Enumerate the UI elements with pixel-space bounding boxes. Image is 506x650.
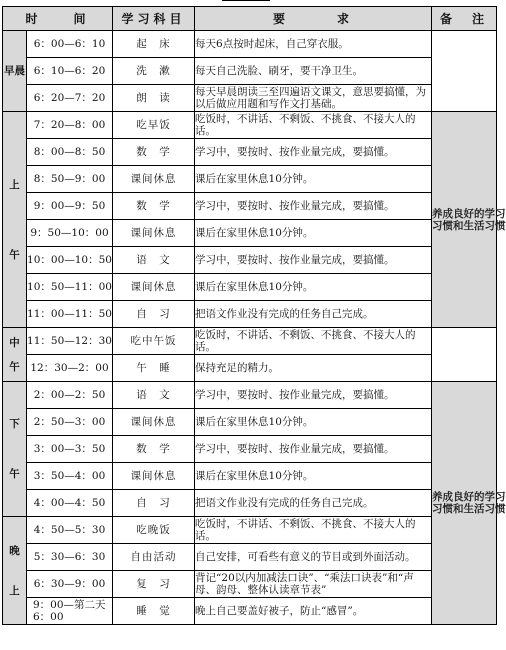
header-rule xyxy=(222,0,270,1)
requirement-cell: 课后在家里休息10分钟。 xyxy=(195,220,432,247)
table-row xyxy=(3,328,497,355)
requirement-cell: 每天6点按时起床，自己穿衣服。 xyxy=(195,31,432,58)
requirement-cell: 课后在家里休息10分钟。 xyxy=(195,463,432,490)
subject-cell: 自 习 xyxy=(113,490,195,517)
requirement-cell: 学习中，要按时、按作业量完成，要搞懂。 xyxy=(195,139,432,166)
remark-cell-empty xyxy=(432,328,497,382)
requirement-cell: 吃饭时，不讲话、不剩饭、不挑食、不接大人的话。 xyxy=(195,328,432,355)
requirement-cell: 学习中，要按时、按作业量完成，要搞懂。 xyxy=(195,436,432,463)
subject-cell: 复 习 xyxy=(113,571,195,598)
subject-cell: 课间休息 xyxy=(113,409,195,436)
table-row xyxy=(3,193,497,220)
header-requirement: 要 求 xyxy=(195,7,432,31)
table-row xyxy=(3,31,497,58)
table-row xyxy=(3,166,497,193)
time-cell: 3：50—4：00 xyxy=(27,463,113,490)
subject-cell: 数 学 xyxy=(113,436,195,463)
time-cell: 10：00—10：50 xyxy=(27,247,113,274)
table-row xyxy=(3,220,497,247)
header-subject: 学习科目 xyxy=(113,7,195,31)
period-forenoon: 上午 xyxy=(3,112,27,328)
requirement-cell: 自己安排，可看些有意义的节目或到外面活动。 xyxy=(195,544,432,571)
time-cell: 7：20—8：00 xyxy=(27,112,113,139)
period-evening: 晚上 xyxy=(3,517,27,625)
time-cell: 9：00—9：50 xyxy=(27,193,113,220)
requirement-cell: 背记“20以内加减法口诀”、“乘法口诀表”和“声母、韵母、整体认读章节表” xyxy=(195,571,432,598)
subject-cell: 课间休息 xyxy=(113,274,195,301)
time-cell: 8：50—9：00 xyxy=(27,166,113,193)
time-cell: 3：00—3：50 xyxy=(27,436,113,463)
requirement-cell: 课后在家里休息10分钟。 xyxy=(195,274,432,301)
requirement-cell: 学习中，要按时、按作业量完成，要搞懂。 xyxy=(195,382,432,409)
requirement-cell: 学习中，要按时、按作业量完成，要搞懂。 xyxy=(195,247,432,274)
time-cell: 6：20—7：20 xyxy=(27,85,113,112)
requirement-cell: 每天自己洗脸、刷牙，要干净卫生。 xyxy=(195,58,432,85)
subject-cell: 语 文 xyxy=(113,382,195,409)
time-cell: 8：00—8：50 xyxy=(27,139,113,166)
subject-cell: 朗 读 xyxy=(113,85,195,112)
time-cell: 12：30—2：00 xyxy=(27,355,113,382)
table-row xyxy=(3,544,497,571)
subject-cell: 自 习 xyxy=(113,301,195,328)
subject-cell: 自由活动 xyxy=(113,544,195,571)
time-cell: 2：00—2：50 xyxy=(27,382,113,409)
table-row xyxy=(3,274,497,301)
requirement-cell: 晚上自己要盖好被子，防止“感冒”。 xyxy=(195,598,432,625)
time-cell: 9：00—第二天6：00 xyxy=(27,598,113,625)
requirement-cell: 学习中，要按时、按作业量完成，要搞懂。 xyxy=(195,193,432,220)
requirement-cell: 把语文作业没有完成的任务自己完成。 xyxy=(195,490,432,517)
time-cell: 4：50—5：30 xyxy=(27,517,113,544)
table-row xyxy=(3,571,497,598)
subject-cell: 吃早饭 xyxy=(113,112,195,139)
time-cell: 2：50—3：00 xyxy=(27,409,113,436)
table-row xyxy=(3,382,497,409)
table-row xyxy=(3,409,497,436)
subject-cell: 起 床 xyxy=(113,31,195,58)
header-remark: 备 注 xyxy=(432,7,497,31)
subject-cell: 午 睡 xyxy=(113,355,195,382)
table-row xyxy=(3,247,497,274)
remark-habit-1: 养成良好的学习习惯和生活习惯 xyxy=(432,112,497,328)
subject-cell: 吃晚饭 xyxy=(113,517,195,544)
time-cell: 5：30—6：30 xyxy=(27,544,113,571)
period-morning: 早晨 xyxy=(3,31,27,112)
table-row xyxy=(3,139,497,166)
time-cell: 9：50—10：00 xyxy=(27,220,113,247)
header-row xyxy=(3,7,497,31)
subject-cell: 数 学 xyxy=(113,193,195,220)
table-row xyxy=(3,85,497,112)
time-cell: 11：00—11：50 xyxy=(27,301,113,328)
table-row xyxy=(3,355,497,382)
time-cell: 4：00—4：50 xyxy=(27,490,113,517)
table-row xyxy=(3,490,497,517)
period-noon: 中午 xyxy=(3,328,27,382)
requirement-cell: 把语文作业没有完成的任务自己完成。 xyxy=(195,301,432,328)
subject-cell: 课间休息 xyxy=(113,220,195,247)
subject-cell: 洗 漱 xyxy=(113,58,195,85)
subject-cell: 课间休息 xyxy=(113,166,195,193)
table-row xyxy=(3,436,497,463)
requirement-cell: 每天早晨朗读三至四遍语文课文，意思要搞懂，为以后做应用题和写作文打基础。 xyxy=(195,85,432,112)
requirement-cell: 吃饭时，不讲话、不剩饭、不挑食、不接大人的话。 xyxy=(195,112,432,139)
header-time: 时 间 xyxy=(3,7,113,31)
table-row xyxy=(3,112,497,139)
table-row xyxy=(3,463,497,490)
table-row xyxy=(3,301,497,328)
requirement-cell: 吃饭时，不讲话、不剩饭、不挑食、不接大人的话。 xyxy=(195,517,432,544)
time-cell: 10：50—11：00 xyxy=(27,274,113,301)
table-row xyxy=(3,58,497,85)
time-cell: 11：50—12：30 xyxy=(27,328,113,355)
requirement-cell: 保持充足的精力。 xyxy=(195,355,432,382)
table-row xyxy=(3,598,497,625)
subject-cell: 吃中午饭 xyxy=(113,328,195,355)
subject-cell: 睡 觉 xyxy=(113,598,195,625)
remark-habit-2: 养成良好的学习习惯和生活习惯 xyxy=(432,382,497,625)
subject-cell: 语 文 xyxy=(113,247,195,274)
time-cell: 6：00—6：10 xyxy=(27,31,113,58)
table-row xyxy=(3,517,497,544)
period-afternoon: 下午 xyxy=(3,382,27,517)
subject-cell: 课间休息 xyxy=(113,463,195,490)
remark-cell-empty xyxy=(432,31,497,112)
time-cell: 6：30—9：00 xyxy=(27,571,113,598)
requirement-cell: 课后在家里休息10分钟。 xyxy=(195,409,432,436)
daily-schedule-table xyxy=(2,6,506,625)
time-cell: 6：10—6：20 xyxy=(27,58,113,85)
subject-cell: 数 学 xyxy=(113,139,195,166)
requirement-cell: 课后在家里休息10分钟。 xyxy=(195,166,432,193)
